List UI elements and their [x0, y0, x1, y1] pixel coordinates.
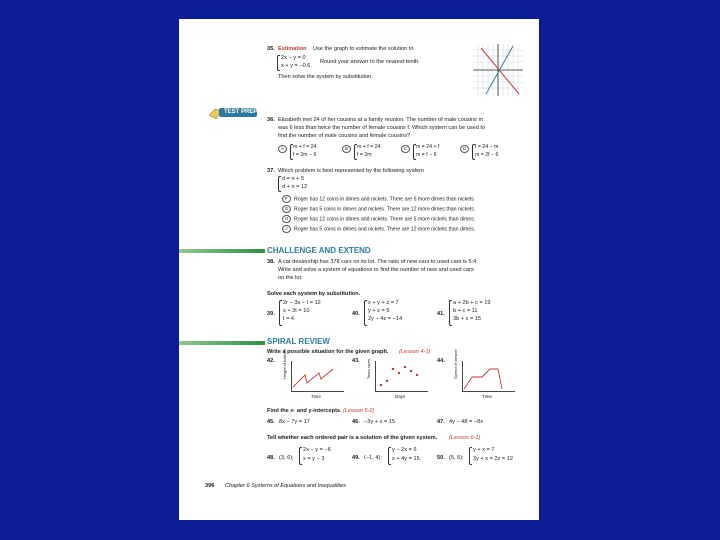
- equation: d + n = 12: [282, 184, 308, 190]
- system-brace: [469, 447, 472, 465]
- page-number: 396: [205, 483, 215, 489]
- problem-text: Round your answer to the nearest tenth.: [320, 59, 420, 65]
- problem-text: find the number of male cousins and female cousins?: [278, 133, 411, 139]
- equation: m = 24 + f: [416, 144, 440, 150]
- answer-option-d[interactable]: D: [460, 145, 472, 153]
- problem-text: on the lot.: [278, 275, 303, 281]
- equation: 3b + c = 15: [453, 316, 481, 322]
- instruction: Write a possible situation for the given graph.: [267, 349, 389, 355]
- equation: y − 2x = 6: [392, 447, 417, 453]
- section-bar: [179, 249, 265, 253]
- instruction: Solve each system by substitution.: [267, 291, 361, 297]
- equation: 8x − 7y = 17: [279, 419, 310, 425]
- equation: m = f − 6: [416, 152, 437, 158]
- answer-option-g[interactable]: G Roger has 5 coins in dimes and nickels. There are 12 more dimes than nickels.: [282, 205, 475, 213]
- ordered-pair: (3, 6);: [279, 455, 294, 461]
- lesson-reference: (Lesson 6-1): [449, 435, 481, 441]
- answer-option-c[interactable]: C: [401, 145, 413, 153]
- equation: t = 4: [283, 316, 295, 322]
- equation: y + z = 5: [368, 308, 390, 314]
- equation: a + 2b + c = 19: [453, 300, 491, 306]
- graph-44-line: [462, 361, 514, 391]
- problem-number: 41.: [437, 311, 445, 317]
- section-bar: [179, 341, 265, 345]
- chapter-title: Chapter 6 Systems of Equations and Inequalities: [225, 483, 346, 489]
- equation: x + y = −0.6: [281, 63, 311, 69]
- equation: −3y + x = 15: [364, 419, 395, 425]
- equation: f = 24 − m: [475, 144, 499, 150]
- equation: f = 2m − 6: [293, 152, 317, 158]
- equation: m + f = 24: [357, 144, 381, 150]
- problem-number: 50.: [437, 455, 445, 461]
- ordered-pair: (−1, 4);: [364, 455, 382, 461]
- equation: d = n + 5: [282, 176, 305, 182]
- instruction: Find the x- and y-intercepts.: [267, 408, 342, 414]
- problem-number: 39.: [267, 311, 275, 317]
- problem-number: 42.: [267, 358, 275, 364]
- section-title: SPIRAL REVIEW: [267, 337, 330, 346]
- equation: x + 4y = 15: [392, 456, 420, 462]
- instruction: Tell whether each ordered pair is a solution of the given system.: [267, 435, 438, 441]
- problem-number: 38.: [267, 259, 275, 265]
- system-brace: [279, 300, 282, 326]
- test-prep-badge: [207, 105, 259, 121]
- equation: x = y − 3: [303, 456, 325, 462]
- test-prep-label: TEST PREP: [224, 109, 258, 115]
- x-axis-label: Days: [395, 394, 406, 399]
- ordered-pair: (5, 5);: [449, 455, 464, 461]
- problem-number: 40.: [352, 311, 360, 317]
- equation: 2x − y = 0: [281, 55, 306, 61]
- problem-number: 44.: [437, 358, 445, 364]
- equation: 4y − 48 = −8x: [449, 419, 484, 425]
- equation: 2r − 3s − t = 12: [283, 300, 321, 306]
- problem-text: Elizabeth met 24 of her cousins at a family reunion. The number of male cousins m: [278, 117, 484, 123]
- x-axis-label: Time: [482, 394, 492, 399]
- lesson-reference: (Lesson 4-1): [399, 349, 431, 355]
- equation: m + f = 24: [293, 144, 317, 150]
- problem-text: Which problem is best represented by the following system: [278, 168, 424, 174]
- equation: s + 3t = 10: [283, 308, 310, 314]
- answer-option-j[interactable]: J Roger has 5 coins in dimes and nickels. There are 12 more nickels than dimes.: [282, 225, 475, 233]
- answer-option-f[interactable]: F Roger has 12 coins in dimes and nickels. There are 5 more dimes than nickels.: [282, 195, 475, 203]
- system-brace: [388, 447, 391, 465]
- y-axis-label: Team sizes: [366, 358, 371, 379]
- system-brace: [277, 55, 280, 71]
- coordinate-grid-graph: [473, 44, 523, 96]
- equation: b + c = 11: [453, 308, 478, 314]
- x-axis-label: Time: [311, 394, 321, 399]
- section-title: CHALLENGE AND EXTEND: [267, 246, 371, 255]
- problem-number: 35.: [267, 46, 275, 52]
- system-brace: [278, 176, 281, 192]
- problem-text: Use the graph to estimate the solution to: [313, 46, 414, 52]
- textbook-page: [179, 19, 539, 520]
- answer-option-h[interactable]: H Roger has 12 coins in dimes and nickels. There are 5 more nickels than dimes.: [282, 215, 475, 223]
- problem-text: Then solve the system by substitution.: [278, 74, 373, 80]
- answer-option-b[interactable]: B: [342, 145, 354, 153]
- y-axis-label: Speed of vehicle: [453, 349, 458, 379]
- equation: 2x − y = −6: [303, 447, 331, 453]
- equation: x + y + z = 7: [368, 300, 399, 306]
- problem-number: 46.: [352, 419, 360, 425]
- system-brace: [449, 300, 452, 326]
- equation: m = 2f − 6: [475, 152, 499, 158]
- equation: 3y + x = 2z = 12: [473, 456, 513, 462]
- problem-text: A car dealership has 378 cars on its lot. The ratio of new cars to used cars is 5:4.: [278, 259, 478, 265]
- graph-43-points: [375, 361, 427, 391]
- answer-option-a[interactable]: A: [278, 145, 290, 153]
- problem-number: 43.: [352, 358, 360, 364]
- problem-number: 37.: [267, 168, 275, 174]
- graph-42-line: [291, 361, 343, 391]
- problem-heading: Estimation: [278, 46, 307, 52]
- equation: y + x = 7: [473, 447, 495, 453]
- y-axis-label: Height of balloon: [282, 348, 287, 379]
- problem-number: 49.: [352, 455, 360, 461]
- problem-number: 48.: [267, 455, 275, 461]
- equation: 2y − 4z = −14: [368, 316, 403, 322]
- problem-number: 36.: [267, 117, 275, 123]
- problem-number: 45.: [267, 419, 275, 425]
- system-brace: [299, 447, 302, 465]
- problem-number: 47.: [437, 419, 445, 425]
- problem-text: was 6 less than twice the number of female cousins f. Which system can be used to: [278, 125, 486, 131]
- problem-text: Write and solve a system of equations to find the number of new and used cars: [278, 267, 474, 273]
- system-brace: [364, 300, 367, 326]
- equation: f = 2m: [357, 152, 372, 158]
- lesson-reference: (Lesson 5-2): [343, 408, 375, 414]
